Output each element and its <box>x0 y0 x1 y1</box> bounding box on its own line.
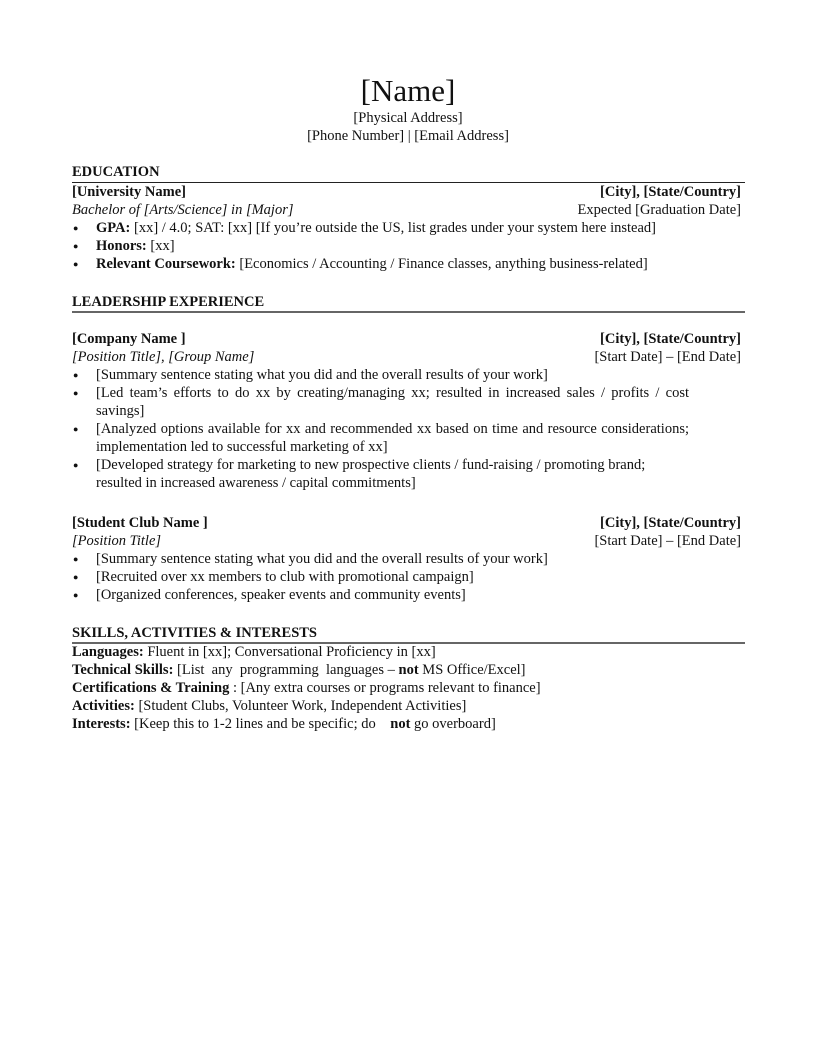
leadership-entry-company <box>72 330 741 492</box>
list-item: ● [Summary sentence stating what you did and the overall results of your work] <box>72 550 741 568</box>
resume-name: [Name] <box>360 73 456 108</box>
not-emphasis: not <box>390 716 411 732</box>
university-name: [University Name] <box>72 184 186 200</box>
honors-text: [xx] <box>146 238 175 254</box>
certifications-text: : [Any extra courses or programs relevant to finance] <box>229 680 541 696</box>
company-name: [Company Name ] <box>72 331 186 347</box>
leadership-entry-club <box>72 514 741 604</box>
languages-text: Fluent in [xx]; Conversational Proficiency in [xx] <box>143 644 436 660</box>
club-bullets <box>72 550 741 604</box>
contact-line: [Phone Number] | [Email Address] <box>307 128 509 144</box>
skills-heading: SKILLS, ACTIVITIES & INTERESTS <box>72 625 317 641</box>
gpa-text: [xx] / 4.0; SAT: [xx] [If you’re outside the US, list grades under your system here instead] <box>130 220 656 236</box>
technical-skills-line <box>72 661 741 679</box>
position-dates: [Start Date] – [End Date] <box>594 349 741 365</box>
coursework-label: Relevant Coursework: <box>96 256 236 272</box>
languages-label: Languages: <box>72 644 144 660</box>
languages-line <box>72 643 741 661</box>
list-item <box>72 237 741 255</box>
interests-line <box>72 715 741 733</box>
physical-address: [Physical Address] <box>353 110 463 126</box>
technical-skills-text-end: MS Office/Excel] <box>418 662 526 678</box>
company-bullets <box>72 366 689 492</box>
interests-text-end: go overboard] <box>410 716 496 732</box>
education-bullets <box>72 219 741 273</box>
club-dates: [Start Date] – [End Date] <box>594 533 741 549</box>
list-item <box>72 219 741 237</box>
university-location: [City], [State/Country] <box>600 184 741 200</box>
education-heading: EDUCATION <box>72 164 160 180</box>
interests-label: Interests: <box>72 716 131 732</box>
position-title: [Position Title], [Group Name] <box>72 349 255 365</box>
activities-label: Activities: <box>72 698 135 714</box>
interests-text: [Keep this to 1-2 lines and be specific; do <box>130 716 391 732</box>
leadership-divider <box>72 311 745 313</box>
list-item: ● [Developed strategy for marketing to new prospective clients / fund-raising / promoting brand; resulted in increased awareness / capital commitments] <box>72 456 689 492</box>
graduation-date: Expected [Graduation Date] <box>577 202 741 218</box>
degree: Bachelor of [Arts/Science] in [Major] <box>72 202 294 218</box>
education-block <box>72 183 741 273</box>
club-position-title: [Position Title] <box>72 533 162 549</box>
list-item: ● [Organized conferences, speaker events and community events] <box>72 586 741 604</box>
gpa-label: GPA: <box>96 220 131 236</box>
skills-block <box>72 643 741 733</box>
not-emphasis: not <box>398 662 419 678</box>
list-item <box>72 255 741 273</box>
coursework-text: [Economics / Accounting / Finance classes, anything business-related] <box>235 256 648 272</box>
technical-skills-label: Technical Skills: <box>72 662 174 678</box>
list-item: ● [Recruited over xx members to club with promotional campaign] <box>72 568 741 586</box>
list-item: ● [Led team’s efforts to do xx by creating/managing xx; resulted in increased sales / profits / cost savings] <box>72 384 689 420</box>
activities-line <box>72 697 741 715</box>
certifications-label: Certifications & Training <box>72 680 230 696</box>
list-item: ● [Analyzed options available for xx and recommended xx based on time and resource considerations; implementation led to successful marketing of xx] <box>72 420 689 456</box>
certifications-line <box>72 679 741 697</box>
list-item: ● [Summary sentence stating what you did and the overall results of your work] <box>72 366 689 384</box>
technical-skills-text: [List any programming languages – <box>173 662 399 678</box>
company-location: [City], [State/Country] <box>600 331 741 347</box>
club-location: [City], [State/Country] <box>600 515 741 531</box>
honors-label: Honors: <box>96 238 147 254</box>
activities-text: [Student Clubs, Volunteer Work, Independent Activities] <box>134 698 467 714</box>
club-name: [Student Club Name ] <box>72 515 208 531</box>
leadership-heading: LEADERSHIP EXPERIENCE <box>72 294 265 310</box>
